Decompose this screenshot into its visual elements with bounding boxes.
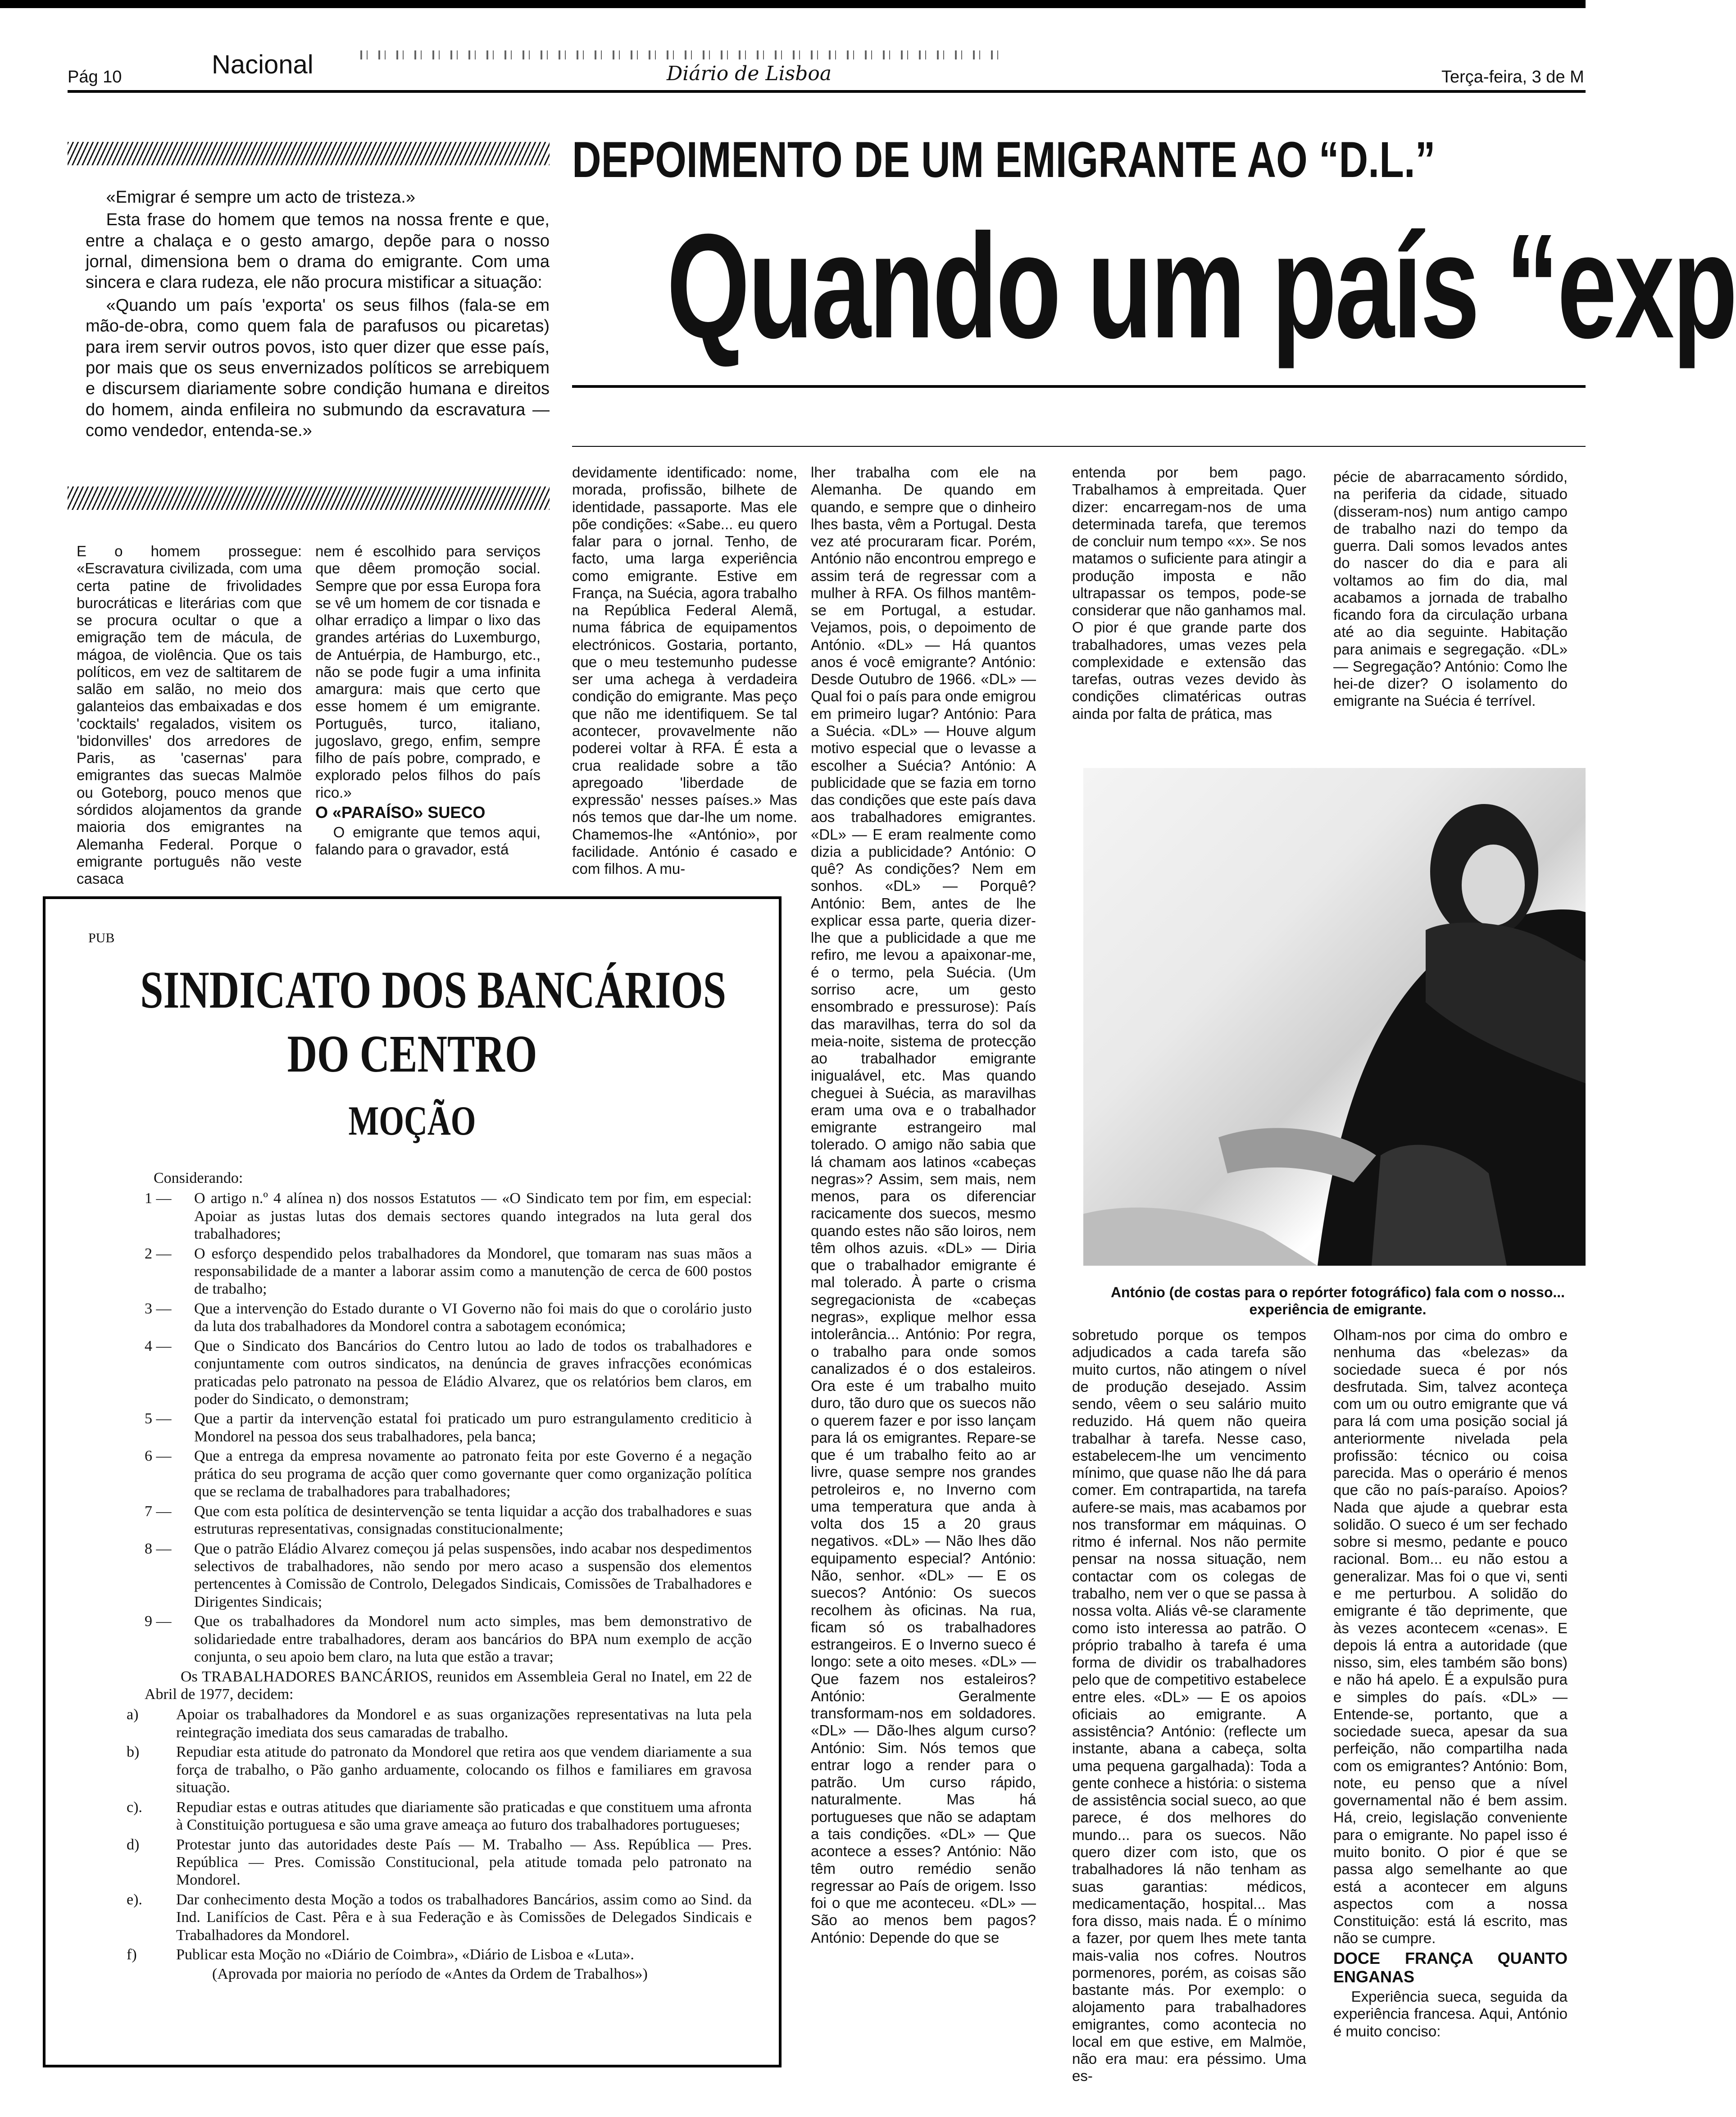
column-5-text: entenda por bem pago. Trabalhamos à empreitada. Quer dizer: encarregam-nos de uma determinada tarefa, que teremos de concluir num tempo «x». Se nos matamos o suficiente para atingir a produção imposta e não ultrapassar os tempos, pode-se considerar que não ganhamos mal. O pior é que grande parte dos trabalhadores, umas vezes pela complexidade e extensão das tarefas, outras vezes devido às condições climatéricas outras ainda por falta de prática, mas xyxy=(1072,464,1306,722)
column-4-text: lher trabalha com ele na Alemanha. De quando em quando, e sempre que o dinheiro lhes basta, vêm a Portugal. Desta vez até procuraram ficar. Porém, António não encontrou emprego e assim terá de regressar com a mulher à RFA. Os filhos mantêm-se em Portugal, a estudar. Vejamos, pois, o depoimento de António. «DL» — Há quantos anos é você emigrante? António: Desde Outubro de 1966. «DL» — Qual foi o país para onde emigrou em primeiro lugar? António: Para a Suécia. «DL» — Houve algum motivo especial que o levasse a escolher a Suécia? António: A publicidade que se fazia em torno das condições que este país dava aos trabalhadores emigrantes. «DL» — E eram realmente como dizia a publicidade? António: O quê? As condições? Nem em sonhos. «DL» — Porquê? António: Bem, antes de lhe explicar essa parte, queria dizer-lhe que a publicidade a que me refiro, me levou a apaixonar-me, é o termo, pela Suécia. (Um sorriso acre, um gesto ensombrado e pressurose): País das maravilhas, terra do sol da meia-noite, sistema de protecção ao trabalhador emigrante inigualável, etc. Mas quando cheguei à Suécia, as maravilhas eram uma ova e o trabalhador emigrante estrangeiro mal tolerado. O amigo não sabia que lá chamam aos latinos «cabeças negras»? Assim, sem mais, nem menos, para os diferenciar racicamente dos suecos, mesmo quando estes não são loiros, nem têm olhos azuis. «DL» — Diria que o trabalhador emigrante é mal tolerado. À parte o crisma segregacionista de «cabeças negras», explique melhor essa intolerância... António: Por regra, o trabalho para onde somos canalizados é o dos estaleiros. Ora este é um trabalho muito duro, tão duro que os suecos não o querem fazer e por isso lançam para lá os emigrantes. Repare-se que é um trabalho feito ao ar livre, quase sempre nos grandes petroleiros e, no Inverno com uma temperatura que anda à volta dos 15 a 20 graus negativos. «DL» — Não lhes dão equipamento especial? António: Não, senhor. «DL» — E os suecos? António: Os suecos recolhem às oficinas. Na rua, ficam só os trabalhadores estrangeiros. E o Inverno sueco é longo: sete a oito meses. «DL» — Que fazem nos estaleiros? António: Geralmente transformam-nos em soldadores. «DL» — Dão-lhes algum curso? António: Sim. Nós temos que entrar logo a render para o patrão. Um curso rápido, naturalmente. Mas há portugueses que não se adaptam a tais condições. «DL» — Que acontece a esses? António: Não têm outro remédio senão regressar ao País de origem. Isso foi o que me aconteceu. «DL» — São ao menos bem pagos? António: Depende do que se xyxy=(811,464,1036,1946)
lead-line-3: «Quando um país 'exporta' os seus filhos (fala-se em mão-de-obra, como quem fala de parafusos ou picaretas) para irem servir outros povos, isto quer dizer que esse país, por mais que os seus envernizados políticos se arrebiquem e discursem diariamente sobre condição humana e direitos do homem, ainda enfileira no submundo da escravatura — como vendedor, entenda-se.» xyxy=(86,295,550,440)
ad-decision: Os TRABALHADORES BANCÁRIOS, reunidos em Assembleia Geral no Inatel, em 22 de Abril de 1977, decidem: xyxy=(145,1668,752,1703)
consideration-3 xyxy=(145,1300,752,1336)
consideration-number: 2 — xyxy=(145,1245,172,1262)
consideration-text: Que o Sindicato dos Bancários do Centro lutou ao lado de todos os trabalhadores e conjuntamente com outros sindicatos, na denúncia de graves infracções económicas praticadas pelo patronato na pessoa de Eládio Alvarez, que os relatórios bem claros, em poder do Sindicato, o demonstram; xyxy=(194,1337,752,1408)
top-rule xyxy=(0,0,1586,8)
article-column-3 xyxy=(572,464,797,877)
page-number: Pág 10 xyxy=(68,68,122,86)
header-rule xyxy=(68,90,1586,93)
resolution-letter: c). xyxy=(127,1799,142,1816)
resolution-b xyxy=(127,1743,752,1796)
ad-considerations xyxy=(64,1190,761,1666)
hatch-bar-top xyxy=(68,142,550,165)
consideration-text: O artigo n.º 4 alínea n) dos nossos Estatutos — «O Sindicato tem por fim, em especial: Apoiar as justas lutas dos demais sectores quando integrados na luta geral dos trabalhadores; xyxy=(194,1190,752,1243)
lead-line-2: Esta frase do homem que temos na nossa frente e que, entre a chalaça e o gesto amargo, depõe para o nosso jornal, dimensiona bem o drama do emigrante. Com uma sincera e clara rudeza, ele não procura mistificar a situação: xyxy=(86,210,550,292)
hatch-bar-bottom xyxy=(68,486,550,510)
section-name: Nacional xyxy=(212,50,314,79)
resolution-f xyxy=(127,1946,752,1963)
resolution-d xyxy=(127,1836,752,1889)
resolution-letter: b) xyxy=(127,1744,140,1761)
resolution-c xyxy=(127,1799,752,1834)
article-column-7 xyxy=(1072,1327,1306,2106)
lead-paragraph xyxy=(86,187,550,475)
headline: Quando um país “exp xyxy=(667,203,1736,369)
article-column-5 xyxy=(1072,464,1306,725)
article-column-8 xyxy=(1333,1327,1568,2106)
consideration-number: 4 — xyxy=(145,1337,172,1354)
consideration-number: 1 — xyxy=(145,1190,172,1207)
column-3-text: devidamente identificado: nome, morada, profissão, bilhete de identidade, passaporte. Mas ele põe condições: «Sabe... eu quero falar para o jornal. Tenho, de facto, uma larga experiência como emigrante. Estive em França, na Suécia, agora trabalho na República Federal Alemã, numa fábrica de equipamentos electrónicos. Gostaria, portanto, que o meu testemunho pudesse ser uma achega à verdadeira condição do emigrante. Mas peço que não me identifiquem. Se tal acontecer, provavelmente não poderei voltar à RFA. É esta a crua realidade sobre a tão apregoado 'liberdade de expressão' nesses países.» Mas nós temos que dar-lhe um nome. Chamemos-lhe «António», por facilidade. António é casado e com filhos. A mu- xyxy=(572,464,797,877)
column-6-text: pécie de abarracamento sórdido, na periferia da cidade, situado (disseram-nos) num antigo campo de trabalho nazi do tempo da guerra. Dali somos levados antes do nascer do dia e para ali voltamos ao fim do dia, mal acabamos a jornada de trabalho ficando fora da circulação urbana até ao dia seguinte. Habitação para animais e segregação. «DL» — Segregação? António: Como lhe hei-de dizer? O isolamento do emigrante na Suécia é terrível. xyxy=(1333,468,1568,709)
issue-date: Terça-feira, 3 de M xyxy=(1441,68,1584,86)
masthead-noise xyxy=(360,50,1000,59)
resolution-a xyxy=(127,1706,752,1741)
consideration-text: Que com esta política de desintervenção se tenta liquidar a acção dos trabalhadores e suas estruturas representativas, consignadas constitucionalmente; xyxy=(194,1503,752,1538)
resolution-e xyxy=(127,1891,752,1944)
ad-title-line-1: SINDICATO DOS BANCÁRIOS xyxy=(140,960,727,1019)
kicker: DEPOIMENTO DE UM EMIGRANTE AO “D.L.” xyxy=(572,132,1436,188)
consideration-7 xyxy=(145,1503,752,1538)
column-2-text: nem é escolhido para serviços que dêem promoção social. Sempre que por essa Europa fora se vê um homem de cor tisnada e olhar erradiço a limpar o lixo das grandes artérias do Luxemburgo, de Antuérpia, de Hamburgo, etc., não se pode fugir a uma infinita amargura: mais que certo que esse homem é um emigrante. Português, turco, italiano, jugoslavo, grego, enfim, sempre filho de país pobre, comprado, e explorado pelos filhos do país rico.» xyxy=(315,543,541,801)
consideration-number: 8 — xyxy=(145,1540,172,1557)
column-7-text: sobretudo porque os tempos adjudicados a cada tarefa são muito curtos, não atingem o nível de produção desejado. Assim sendo, vêem o seu salário muito reduzido. Há quem não queira trabalhar à tarefa. Nesse caso, estabelecem-lhe um vencimento mínimo, que quase não lhe dá para comer. Em contrapartida, na tarefa aufere-se mais, mas acabamos por nos transformar em máquinas. O ritmo é infernal. Nos não permite pensar na nossa situação, nem contactar com os colegas de trabalho, nem ver o que se passa à nossa volta. Aliás vê-se claramente como isto interessa ao patrão. O próprio trabalho à tarefa é uma forma de dividir os trabalhadores pelo que de competitivo estabelece entre eles. «DL» — E os apoios oficiais ao emigrante. A assistência? António: (reflecte um instante, abana a cabeça, solta uma pequena gargalhada): Toda a gente conhece a história: o sistema de assistência social sueco, ao que parece, é dos melhores do mundo... para os suecos. Não quero dizer com isto, que os trabalhadores lá não tenham as suas garantias: médicos, medicamentação, hospital... Mas fora disso, mais nada. É o mínimo a fazer, por quem lhes mete tanta mais-valia nos cofres. Noutros pormenores, porém, as coisas são bastante más. Por exemplo: o alojamento para trabalhadores emigrantes, como acontecia no local em que estive, em Malmöe, não era mau: era péssimo. Uma es- xyxy=(1072,1327,1306,2085)
article-column-4 xyxy=(811,464,1036,2099)
article-column-6 xyxy=(1333,468,1568,730)
resolution-text: Protestar junto das autoridades deste País — M. Trabalho — Ass. República — Pres. República — Pres. Comissão Constitucional, pela atitude tomada pelo patronato na Mondorel. xyxy=(176,1836,752,1889)
photo-caption: António (de costas para o repórter fotográfico) fala com o nosso... experiência de emigrante. xyxy=(1110,1284,1565,1318)
lead-line-1: «Emigrar é sempre um acto de tristeza.» xyxy=(106,188,415,207)
consideration-6 xyxy=(145,1447,752,1500)
consideration-2 xyxy=(145,1245,752,1298)
consideration-text: Que a partir da intervenção estatal foi praticado um puro estrangulamento crediticio à Mondorel na pessoa dos seus trabalhadores, pela banca; xyxy=(194,1410,752,1445)
consideration-number: 6 — xyxy=(145,1448,172,1465)
resolution-letter: a) xyxy=(127,1706,139,1723)
ad-approval-note: (Aprovada por maioria no período de «Antes da Ordem de Trabalhos») xyxy=(212,1965,648,1982)
ad-subtitle: MOÇÃO xyxy=(348,1098,476,1144)
consideration-4 xyxy=(145,1337,752,1408)
resolution-text: Repudiar esta atitude do patronato da Mondorel que retira aos que vendem diariamente a sua força de trabalho, o Pão ganho arduamente, colocando os filhos e familiares em gravosa situação. xyxy=(176,1744,752,1796)
resolution-letter: f) xyxy=(127,1946,137,1963)
consideration-number: 7 — xyxy=(145,1503,172,1520)
column-8-subhead: DOCE FRANÇA QUANTO ENGANAS xyxy=(1333,1949,1568,1986)
consideration-text: Que a entrega da empresa novamente ao patronato feita por este Governo é a negação prática do seu programa de acção quer como governante quer como organização política que se reclama de trabalhadores para trabalhadores; xyxy=(194,1448,752,1500)
column-1-text: E o homem prossegue: «Escravatura civilizada, com uma certa patine de frivolidades burocráticas e literárias com que se procura ocultar o que a emigração tem de mácula, de mágoa, de violência. Que os tais políticos, em vez de saltitarem de salão em salão, no meio dos galanteios das embaixadas e dos 'cocktails' regalados, visitem os 'bidonvilles' dos arredores de Paris, as 'casernas' para emigrantes das suecas Malmöe ou Goteborg, pouco menos que sórdidos alojamentos da grande maioria dos emigrantes na Alemanha Federal. Porque o emigrante português não veste casaca xyxy=(77,543,302,887)
news-photo xyxy=(1083,768,1586,1266)
ad-resolutions xyxy=(64,1706,761,1963)
consideration-text: Que a intervenção do Estado durante o VI Governo não foi mais do que o corolário justo da luta dos trabalhadores da Mondorel contra a sabotagem económica; xyxy=(194,1300,752,1335)
masthead: Diário de Lisboa xyxy=(667,62,832,85)
resolution-text: Publicar esta Moção no «Diário de Coimbra», «Diário de Lisboa e «Luta». xyxy=(176,1946,634,1963)
article-column-1 xyxy=(77,543,302,887)
resolution-text: Repudiar estas e outras atitudes que diariamente são praticadas e que constituem uma afronta à Constituição portuguesa e são uma grave ameaça ao futuro dos trabalhadores portugueses; xyxy=(176,1799,752,1834)
headline-rule xyxy=(572,385,1586,388)
photo-illustration xyxy=(1083,768,1586,1266)
resolution-letter: d) xyxy=(127,1836,140,1853)
resolution-letter: e). xyxy=(127,1891,142,1908)
consideration-9 xyxy=(145,1613,752,1666)
resolution-text: Apoiar os trabalhadores da Mondorel e as suas organizações representativas na luta pela reintegração imediata dos seus camaradas de trabalho. xyxy=(176,1706,752,1741)
ad-tag: PUB xyxy=(88,931,115,945)
column-8-tail: Experiência sueca, seguida da experiência francesa. Aqui, António é muito conciso: xyxy=(1333,1988,1568,2040)
article-column-2 xyxy=(315,543,541,867)
consideration-number: 5 — xyxy=(145,1410,172,1427)
consideration-text: Que o patrão Eládio Alvarez começou já pelas suspensões, indo acabar nos despedimentos selectivos de trabalhadores, não sendo por mero acaso a suspensão dos elementos pertencentes à Comissão de Controlo, Delegados Sindicais, Comissões de Trabalhadores e Dirigentes Sindicais; xyxy=(194,1540,752,1610)
ad-intro: Considerando: xyxy=(154,1170,243,1187)
column-8-text: Olham-nos por cima do ombro e nenhuma das «belezas» da sociedade sueca é por nós desfrutada. Sim, talvez aconteça com um ou outro emigrante que vá para lá com uma posição social já anteriormente nivelada pela profissão: técnico ou coisa parecida. Mas o operário é menos que cão no país-paraíso. Apoios? Nada que ajude a quebrar esta solidão. O sueco é um ser fechado sobre si mesmo, pedante e pouco racional. Bom... eu não estou a generalizar. Mas foi o que vi, senti e me perturbou. A solidão do emigrante é tão deprimente, que às vezes acontecem «cenas». E depois lá entra a autoridade (que nisso, sim, eles também são bons) e não há apelo. É a expulsão pura e simples do país. «DL» — Entende-se, portanto, que a sociedade sueca, apesar da sua perfeição, não compartilha nada com os emigrantes? António: Bom, note, eu penso que a nível governamental não é bem assim. Há, creio, legislação conveniente para o emigrante. No papel isso é muito bonito. O pior é que se passa algo semelhante ao que está a acontecer em alguns aspectos com a nossa Constituição: está lá escrito, mas não se cumpre. xyxy=(1333,1327,1568,1947)
headline-rule-thin xyxy=(572,446,1586,447)
resolution-text: Dar conhecimento desta Moção a todos os trabalhadores Bancários, assim como ao Sind. da Ind. Lanifícios de Cast. Pêra e à sua Federação e às Comissões de Delegados Sindicais e Trabalhadores da Mondorel. xyxy=(176,1891,752,1944)
ad-title-line-2: DO CENTRO xyxy=(287,1024,537,1083)
consideration-number: 9 — xyxy=(145,1613,172,1630)
ad-box xyxy=(43,896,782,2067)
consideration-text: Que os trabalhadores da Mondorel num acto simples, mas bem demonstrativo de solidariedade entre trabalhadores, deram aos bancários do BPA num exemplo de acção conjunta, o seu apoio bem claro, na luta que estão a travar; xyxy=(194,1613,752,1666)
consideration-text: O esforço despendido pelos trabalhadores da Mondorel, que tomaram nas suas mãos a responsabilidade de a manter a laborar assim como a manutenção de cerca de 600 postos de trabalho; xyxy=(194,1245,752,1298)
consideration-8 xyxy=(145,1540,752,1611)
consideration-1 xyxy=(145,1190,752,1243)
consideration-5 xyxy=(145,1410,752,1445)
column-2-tail: O emigrante que temos aqui, falando para o gravador, está xyxy=(315,823,541,858)
column-2-subhead: O «PARAÍSO» SUECO xyxy=(315,803,486,822)
consideration-number: 3 — xyxy=(145,1300,172,1317)
